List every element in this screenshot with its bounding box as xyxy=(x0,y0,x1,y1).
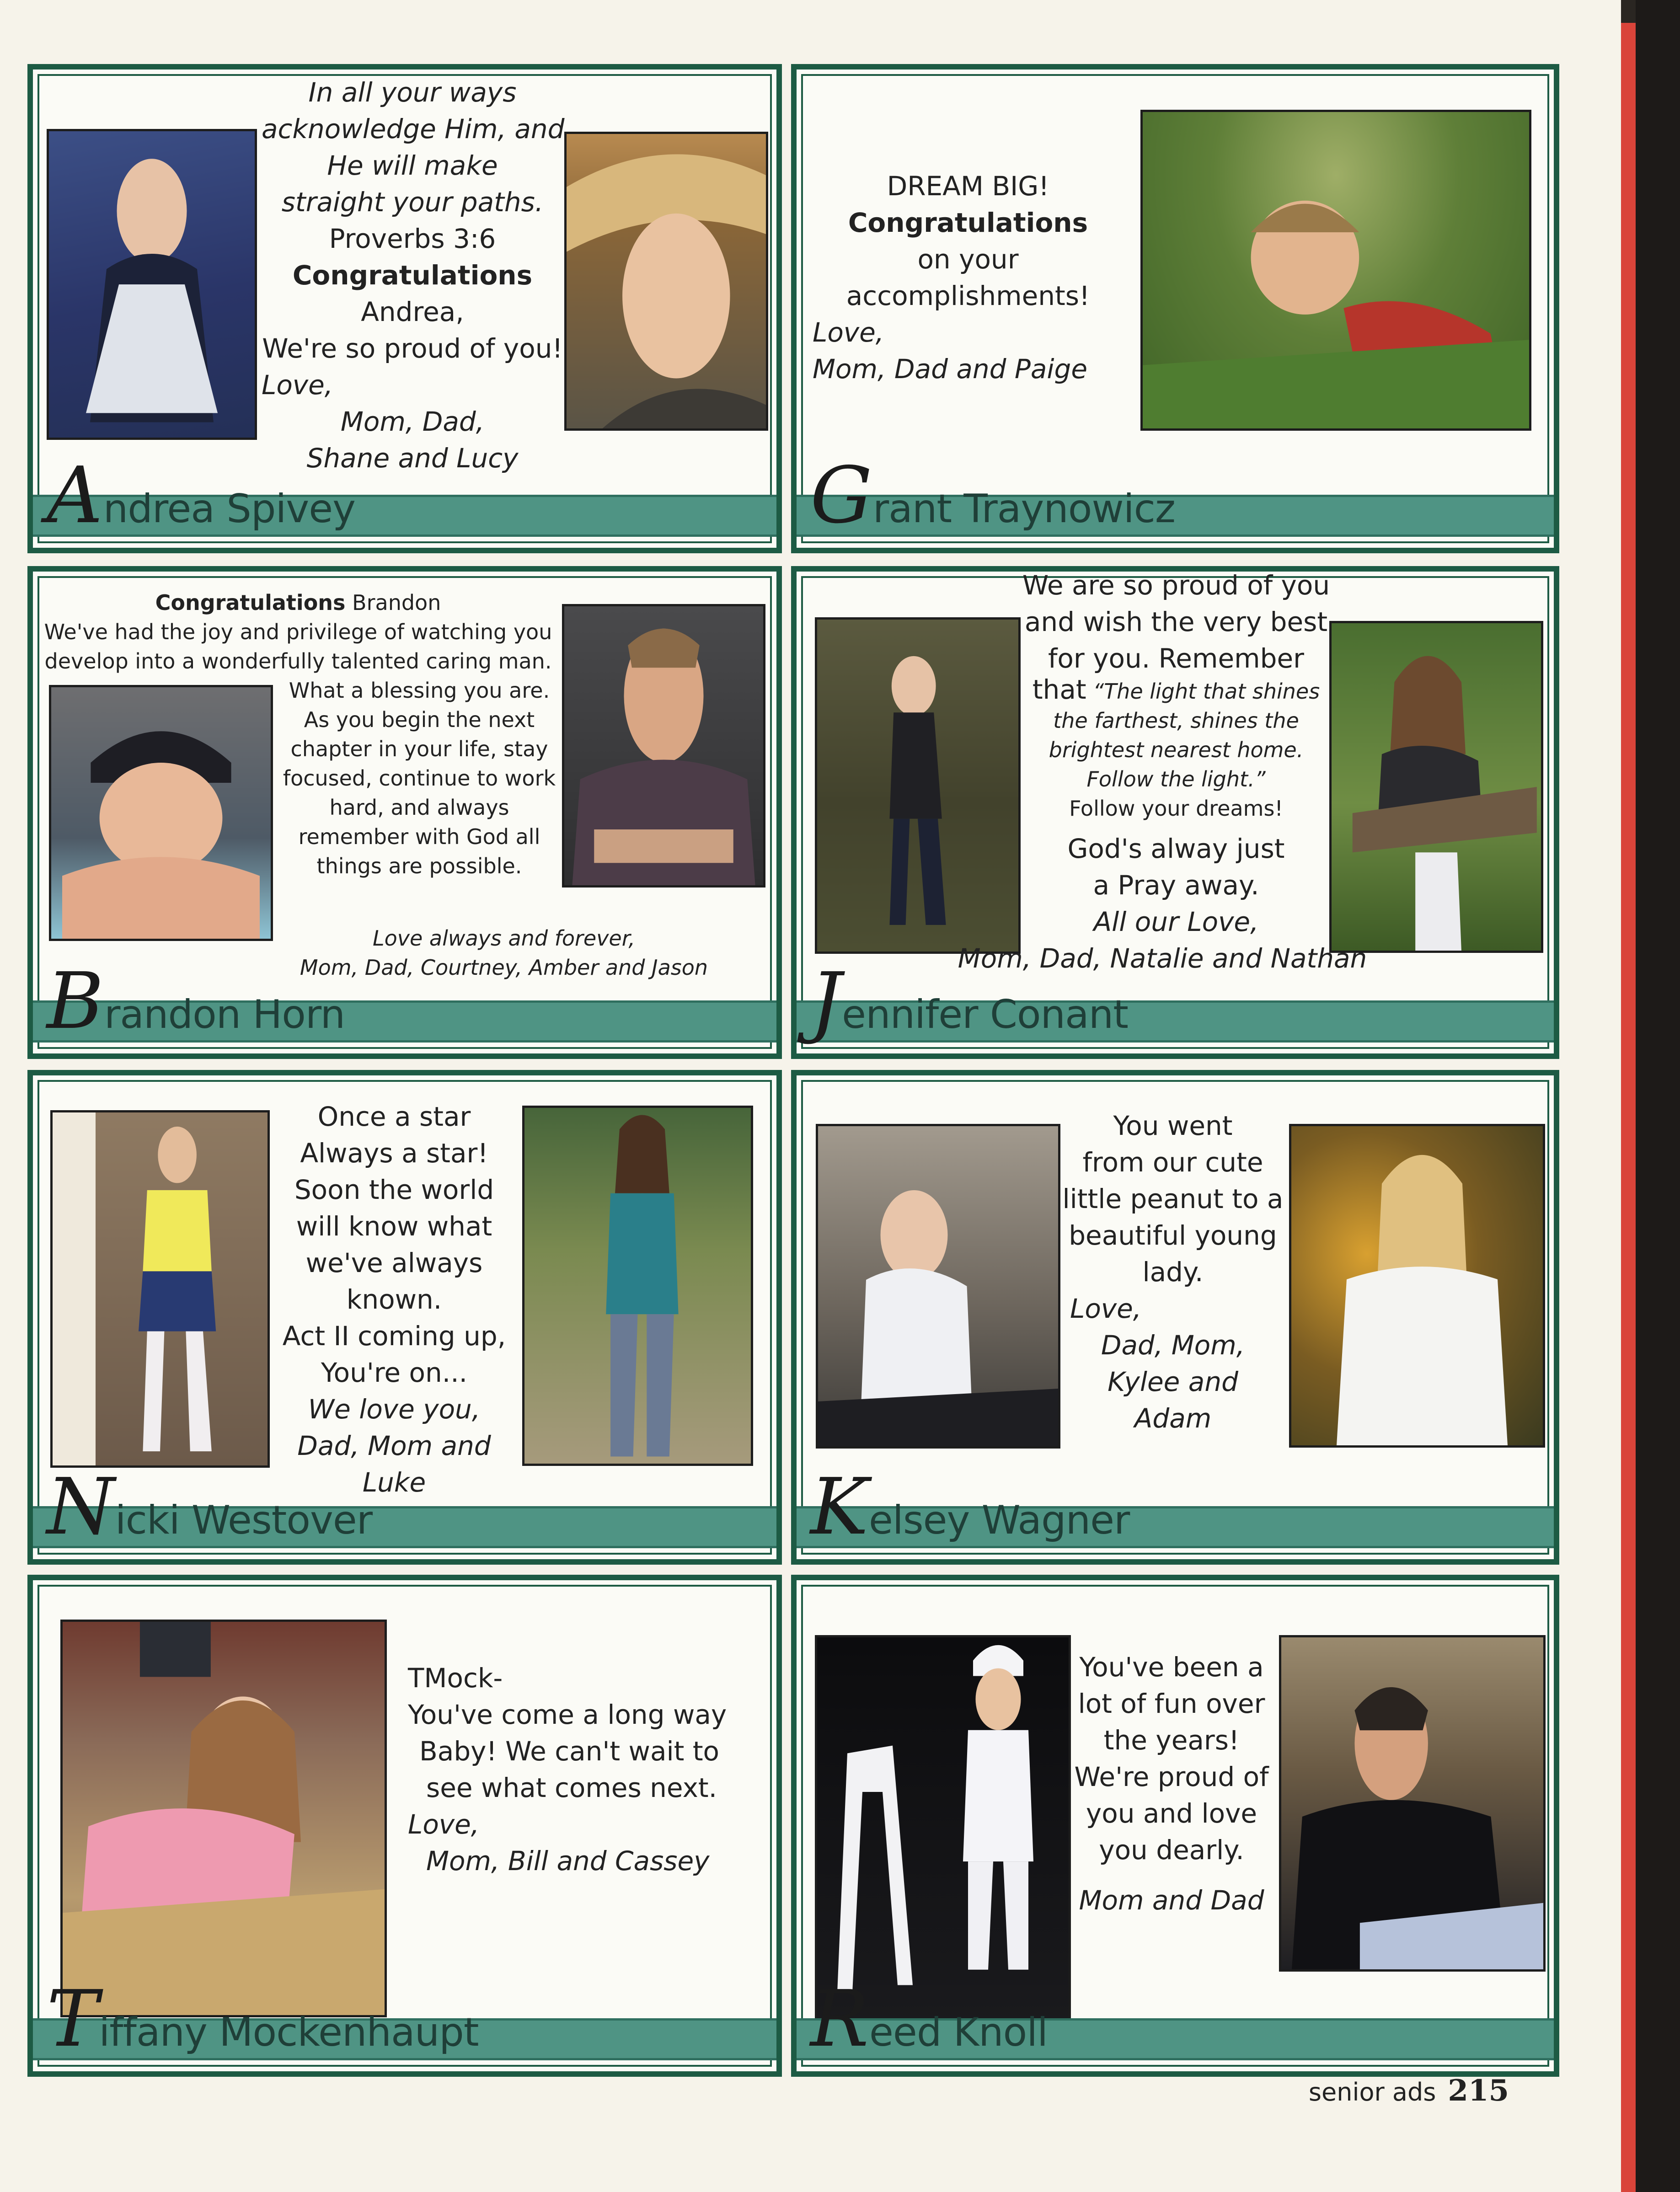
verse-reference: Proverbs 3:6 xyxy=(329,223,496,254)
message-line: you dearly. xyxy=(1099,1834,1244,1866)
message-line: accomplishments! xyxy=(846,280,1090,311)
message-line: Soon the world xyxy=(294,1174,494,1205)
name-initial: T xyxy=(47,1974,98,2064)
ad-signoff xyxy=(298,924,710,982)
name-rest: icki Westover xyxy=(115,1497,373,1543)
senior-photo xyxy=(1279,1635,1546,1972)
message-line: chapter in your life, stay xyxy=(290,737,548,761)
message-line: Andrea, xyxy=(361,296,464,327)
signoff-names: Adam xyxy=(1134,1403,1212,1434)
name-rest: rant Traynowicz xyxy=(872,486,1176,532)
signoff-names: Dad, Mom and xyxy=(297,1430,491,1461)
quote-text: “The light that shines xyxy=(1093,679,1320,704)
congratulations: Congratulations xyxy=(848,207,1088,238)
message-line: Baby! We can't wait to xyxy=(419,1736,720,1767)
message-line: lady. xyxy=(1142,1256,1204,1288)
congratulations: Congratulations xyxy=(155,590,346,615)
message-line: What a blessing you are. xyxy=(289,678,550,703)
child-photo xyxy=(60,1620,387,2017)
message-line: a Pray away. xyxy=(1093,870,1259,901)
senior-ad-kelsey-wagner xyxy=(791,1070,1559,1565)
name-rest: randon Horn xyxy=(104,992,345,1037)
spacer xyxy=(1057,1868,1286,1882)
senior-ad-tiffany-mockenhaupt xyxy=(27,1575,782,2077)
message-line: We've had the joy and privilege of watching you xyxy=(44,620,552,644)
signoff-names: Mom, Bill and Cassey xyxy=(426,1845,710,1877)
message-line: for you. Remember xyxy=(1048,643,1305,674)
student-name xyxy=(47,1974,479,2064)
ad-message xyxy=(262,74,563,476)
senior-ad-brandon-horn xyxy=(27,566,782,1059)
message-line: Follow your dreams! xyxy=(1069,796,1283,821)
section-label: senior ads xyxy=(1308,2078,1436,2106)
message-heading-line xyxy=(33,588,563,617)
name-initial: B xyxy=(47,956,103,1047)
message-line: We are so proud of you xyxy=(1022,570,1330,601)
student-name xyxy=(810,450,1176,541)
message-line: Once a star xyxy=(317,1101,471,1132)
student-name xyxy=(47,450,356,541)
name-rest: eed Knoll xyxy=(869,2010,1048,2055)
signoff-names: Kylee and xyxy=(1108,1366,1238,1397)
name-initial: G xyxy=(810,450,872,541)
signoff-love: All our Love, xyxy=(1093,906,1259,937)
verse-line-2: acknowledge Him, and xyxy=(262,113,565,144)
name-banner xyxy=(797,450,1554,541)
message-line: things are possible. xyxy=(316,854,522,878)
message-line: you and love xyxy=(1086,1798,1257,1829)
senior-ad-andrea-spivey xyxy=(27,64,782,553)
message-line: We're proud of xyxy=(1074,1761,1269,1792)
verse-line-4: straight your paths. xyxy=(281,187,544,218)
page-edge-stripe xyxy=(1621,23,1636,2192)
signoff-names: Dad, Mom, xyxy=(1101,1330,1245,1361)
ad-message xyxy=(271,1098,518,1501)
message-line: known. xyxy=(346,1284,442,1315)
child-photo xyxy=(816,1124,1060,1449)
signoff-love: Love always and forever, xyxy=(372,926,636,951)
signoff-names: Mom, Dad, Natalie and Nathan xyxy=(958,943,1367,974)
ad-message xyxy=(408,1660,774,1879)
student-name xyxy=(810,956,1128,1047)
name-rest: elsey Wagner xyxy=(869,1497,1130,1543)
child-photo xyxy=(815,617,1021,954)
senior-ad-reed-knoll xyxy=(791,1575,1559,2077)
signoff-love: Love, xyxy=(1070,1293,1142,1324)
message-line: will know what xyxy=(296,1211,492,1242)
message-line: You've come a long way xyxy=(408,1699,727,1730)
quote-block xyxy=(1016,675,1336,823)
message-line: from our cute xyxy=(1082,1147,1263,1178)
ad-message-continued xyxy=(1016,830,1336,940)
quote-text: the farthest, shines the xyxy=(1053,708,1299,733)
signoff-love: Love, xyxy=(262,369,333,401)
name-banner xyxy=(797,1974,1554,2064)
message-line: lot of fun over xyxy=(1078,1688,1265,1719)
student-name xyxy=(47,956,345,1047)
message-line: remember with God all xyxy=(298,824,540,849)
name-rest: ennifer Conant xyxy=(842,992,1128,1037)
message-line: that xyxy=(1032,674,1086,705)
ad-message-continued xyxy=(280,676,559,881)
name-initial: K xyxy=(810,1462,868,1552)
message-line: focused, continue to work xyxy=(283,766,556,791)
message-line: You went xyxy=(1113,1110,1233,1141)
message-headline: DREAM BIG! xyxy=(887,171,1049,202)
recipient-name: Brandon xyxy=(352,590,441,615)
name-rest: iffany Mockenhaupt xyxy=(99,2010,479,2055)
message-line: We're so proud of you! xyxy=(262,333,563,364)
verse-line-1: In all your ways xyxy=(308,77,517,108)
name-initial: J xyxy=(810,956,841,1047)
page-footer xyxy=(1309,2074,1509,2108)
page-number: 215 xyxy=(1448,2074,1509,2108)
name-banner xyxy=(33,1974,776,2064)
message-line: we've always xyxy=(305,1247,483,1278)
message-line: God's alway just xyxy=(1067,833,1285,864)
message-line: on your xyxy=(917,244,1019,275)
name-initial: R xyxy=(810,1974,868,2064)
signoff-names: Mom, Dad and Paige xyxy=(813,353,1088,385)
signoff-names: Mom, Dad, xyxy=(340,406,485,437)
senior-ad-nicki-westover xyxy=(27,1070,782,1565)
quote-text: Follow the light.” xyxy=(1086,767,1266,791)
message-line: You've been a xyxy=(1079,1652,1264,1683)
name-initial: A xyxy=(47,450,102,541)
name-rest: ndrea Spivey xyxy=(103,486,356,532)
baby-photo xyxy=(47,129,257,440)
message-line: hard, and always xyxy=(329,795,509,820)
student-name xyxy=(810,1462,1130,1552)
message-line: TMock- xyxy=(408,1663,503,1694)
signoff-names: Shane and Lucy xyxy=(306,443,519,474)
senior-photo xyxy=(1329,621,1543,953)
student-name xyxy=(810,1974,1048,2064)
binding-edge xyxy=(1636,0,1680,2192)
ad-message xyxy=(813,168,1124,387)
student-name xyxy=(47,1462,373,1552)
ad-message xyxy=(1016,567,1336,677)
signoff-names: Mom and Dad xyxy=(1079,1885,1264,1916)
name-banner xyxy=(797,1462,1554,1552)
message-line: Always a star! xyxy=(300,1138,488,1169)
baby-photo xyxy=(49,685,273,941)
quote-text: brightest nearest home. xyxy=(1049,738,1304,762)
message-line: As you begin the next xyxy=(304,707,535,732)
signoff-love: Love, xyxy=(813,317,884,348)
message-line: beautiful young xyxy=(1069,1220,1277,1251)
ad-message xyxy=(1056,1107,1289,1437)
signoff-names: Mom, Dad, Courtney, Amber and Jason xyxy=(300,955,708,980)
name-initial: N xyxy=(47,1462,114,1552)
ad-message xyxy=(33,588,563,676)
message-line: develop into a wonderfully talented caring man. xyxy=(44,649,552,674)
senior-photo xyxy=(562,604,765,887)
child-photo xyxy=(815,1635,1071,2026)
message-line: the years! xyxy=(1103,1725,1240,1756)
signoff-love: Love, xyxy=(408,1809,480,1840)
message-line: You're on... xyxy=(321,1357,468,1388)
senior-photo xyxy=(1289,1124,1545,1448)
senior-ad-grant-traynowicz xyxy=(791,64,1559,553)
message-line: see what comes next. xyxy=(426,1772,717,1803)
ad-signoff xyxy=(934,940,1391,977)
child-photo xyxy=(1140,110,1531,431)
ad-message xyxy=(1057,1649,1286,1919)
message-line: Act II coming up, xyxy=(282,1321,506,1352)
message-line: little peanut to a xyxy=(1062,1183,1284,1214)
congratulations: Congratulations xyxy=(292,260,533,291)
message-line: and wish the very best xyxy=(1024,606,1328,637)
senior-photo xyxy=(522,1106,753,1466)
senior-photo xyxy=(564,132,768,431)
verse-line-3: He will make xyxy=(327,150,498,181)
signoff-love: We love you, xyxy=(308,1394,481,1425)
senior-ad-jennifer-conant xyxy=(791,566,1559,1059)
signoff-names: Luke xyxy=(362,1467,426,1498)
child-photo xyxy=(50,1110,270,1468)
quote-line xyxy=(1016,675,1336,706)
